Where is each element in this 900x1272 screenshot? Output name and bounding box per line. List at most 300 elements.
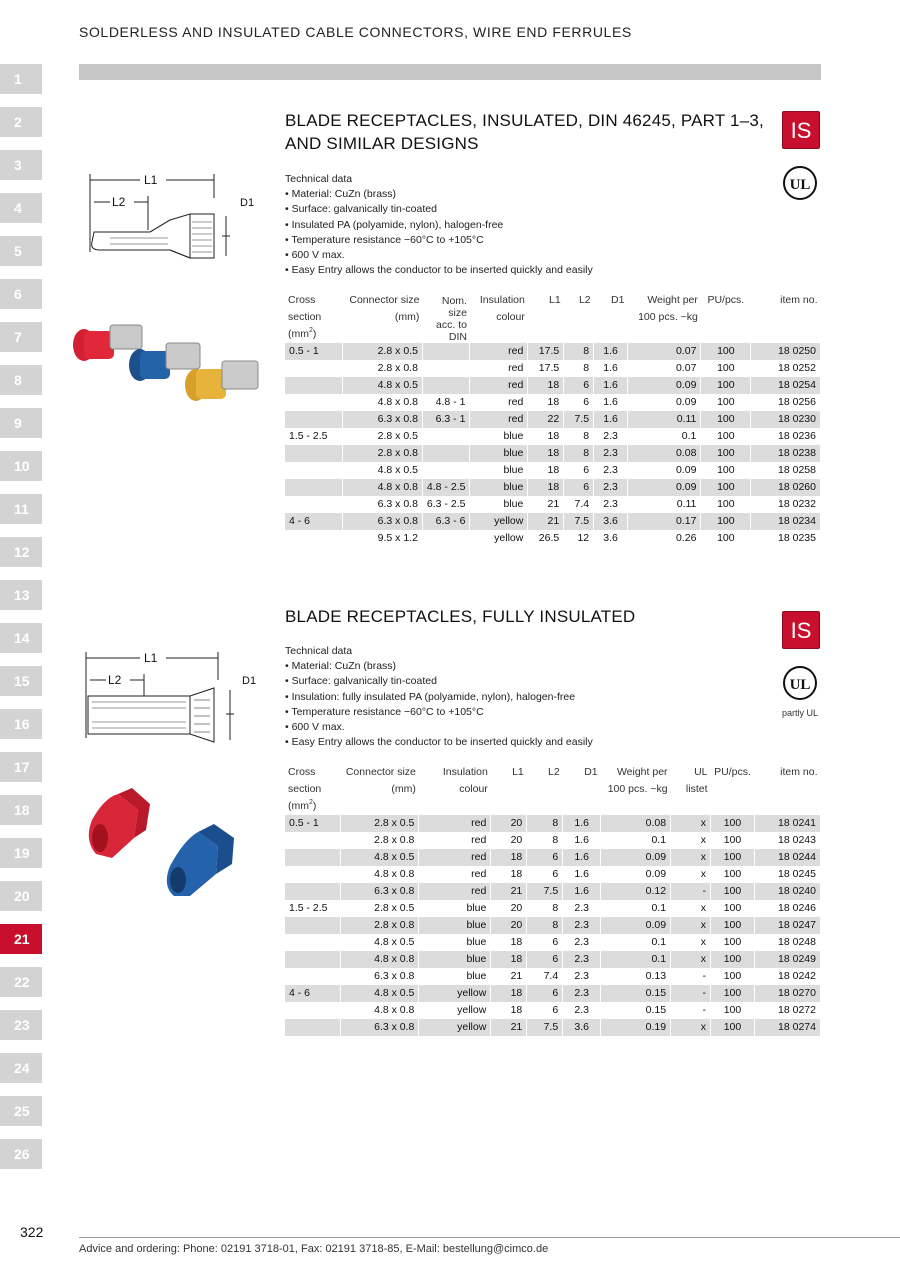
- cell-insulation-colour: blue: [470, 428, 528, 445]
- cell-pu: 100: [701, 411, 751, 428]
- cell-weight: 0.11: [627, 496, 700, 513]
- cell-d1: 2.3: [594, 479, 628, 496]
- table-row: [285, 951, 821, 968]
- cell-l1: 20: [491, 815, 527, 832]
- cell-l2: 7.5: [527, 1019, 563, 1036]
- col-insulation-colour: [470, 292, 528, 343]
- cell-pu: 100: [701, 377, 751, 394]
- cell-l2: 12: [564, 530, 594, 547]
- cell-ul-listed: -: [671, 1002, 711, 1019]
- blue-fully-insulated-receptacle-icon: [167, 824, 234, 896]
- hdr-text: (mm: [288, 328, 309, 340]
- cell-d1: 2.3: [594, 462, 628, 479]
- cell-cross-section: [285, 360, 343, 377]
- cell-cross-section: 1.5 - 2.5: [285, 428, 343, 445]
- section2-tech-data: [285, 644, 593, 750]
- cell-item-no: 18 0238: [751, 445, 821, 462]
- table-row: [285, 985, 821, 1002]
- is-badge: IS: [782, 611, 820, 649]
- cell-insulation-colour: red: [419, 832, 491, 849]
- cell-item-no: 18 0250: [751, 343, 821, 360]
- cell-l1: 21: [528, 513, 564, 530]
- hdr-text: Weight per: [616, 766, 668, 778]
- cell-l2: 7.4: [564, 496, 594, 513]
- tech-item: • Temperature resistance −60°C to +105°C: [285, 705, 593, 720]
- cell-connector-size: 4.8 x 0.8: [343, 394, 423, 411]
- tech-item: • Easy Entry allows the conductor to be inserted quickly and easily: [285, 263, 593, 278]
- cell-l2: 6: [564, 479, 594, 496]
- hdr-text: Cross: [288, 766, 316, 778]
- cell-l1: 26.5: [528, 530, 564, 547]
- cell-l2: 6: [527, 1002, 563, 1019]
- hdr-text: Weight per: [647, 294, 698, 306]
- cell-ul-listed: x: [671, 951, 711, 968]
- cell-l2: 8: [527, 832, 563, 849]
- cell-cross-section: [285, 832, 341, 849]
- cell-connector-size: 6.3 x 0.8: [343, 411, 423, 428]
- cell-pu: 100: [711, 968, 755, 985]
- cell-ul-listed: -: [671, 883, 711, 900]
- footer-divider: [79, 1237, 900, 1238]
- cell-pu: 100: [711, 866, 755, 883]
- cell-l2: 8: [527, 900, 563, 917]
- table-row: [285, 815, 821, 832]
- cell-d1: 1.6: [594, 360, 628, 377]
- cell-ul-listed: x: [671, 917, 711, 934]
- ul-logo-icon: [782, 665, 818, 701]
- hdr-text: Cross: [288, 294, 316, 306]
- cell-cross-section: [285, 951, 341, 968]
- tech-list: [285, 187, 593, 278]
- chapter-tab-8[interactable]: 8: [0, 365, 42, 395]
- cell-insulation-colour: blue: [470, 479, 528, 496]
- cell-cross-section: [285, 1002, 341, 1019]
- hdr-text: (mm): [394, 311, 420, 323]
- header-bar: [79, 64, 821, 80]
- cell-weight: 0.1: [601, 951, 671, 968]
- cell-nom-size: [422, 428, 470, 445]
- cell-connector-size: 2.8 x 0.5: [341, 900, 419, 917]
- cell-connector-size: 6.3 x 0.8: [341, 968, 419, 985]
- cell-d1: 2.3: [563, 985, 601, 1002]
- cell-cross-section: [285, 462, 343, 479]
- cell-weight: 0.1: [627, 428, 700, 445]
- chapter-tab-11[interactable]: 11: [0, 494, 42, 524]
- cell-l2: 8: [564, 343, 594, 360]
- table-row: [285, 343, 821, 360]
- cell-d1: 1.6: [563, 849, 601, 866]
- col-l1: L1: [512, 766, 524, 778]
- cell-l1: 21: [491, 1019, 527, 1036]
- cell-pu: 100: [711, 985, 755, 1002]
- section2-spec-table: [285, 764, 821, 1036]
- cell-connector-size: 4.8 x 0.8: [341, 866, 419, 883]
- cell-d1: 2.3: [594, 428, 628, 445]
- chapter-tab-25[interactable]: 25: [0, 1096, 42, 1126]
- cell-connector-size: 2.8 x 0.8: [343, 445, 423, 462]
- cell-cross-section: [285, 866, 341, 883]
- cell-d1: 2.3: [594, 445, 628, 462]
- table-row: [285, 1019, 821, 1036]
- cell-ul-listed: -: [671, 968, 711, 985]
- col-cross-section: [285, 292, 343, 343]
- cell-ul-listed: -: [671, 985, 711, 1002]
- cell-item-no: 18 0244: [754, 849, 820, 866]
- cell-nom-size: [422, 377, 470, 394]
- cell-insulation-colour: red: [419, 815, 491, 832]
- col-d1: D1: [611, 294, 625, 306]
- cell-l2: 6: [564, 394, 594, 411]
- cell-insulation-colour: blue: [470, 445, 528, 462]
- cell-insulation-colour: blue: [470, 496, 528, 513]
- section1-dimension-drawing: [80, 170, 260, 265]
- cell-l2: 8: [527, 917, 563, 934]
- col-ul-listed: [671, 764, 711, 815]
- cell-cross-section: [285, 394, 343, 411]
- cell-item-no: 18 0254: [751, 377, 821, 394]
- cell-weight: 0.09: [601, 849, 671, 866]
- cell-item-no: 18 0247: [754, 917, 820, 934]
- tech-list: [285, 659, 593, 750]
- cell-nom-size: 6.3 - 6: [422, 513, 470, 530]
- table-row: [285, 428, 821, 445]
- hdr-text: DIN: [448, 331, 467, 343]
- cell-pu: 100: [711, 815, 755, 832]
- chapter-tab-14[interactable]: 14: [0, 623, 42, 653]
- cell-l1: 18: [491, 934, 527, 951]
- table-row: [285, 394, 821, 411]
- cell-item-no: 18 0270: [754, 985, 820, 1002]
- footer-contact: Advice and ordering: Phone: 02191 3718-01, Fax: 02191 3718-85, E-Mail: bestellung@cimco.de: [79, 1243, 549, 1255]
- cell-l1: 18: [528, 428, 564, 445]
- chapter-tab-5[interactable]: 5: [0, 236, 42, 266]
- cell-item-no: 18 0243: [754, 832, 820, 849]
- table-row: [285, 900, 821, 917]
- cell-item-no: 18 0272: [754, 1002, 820, 1019]
- cell-connector-size: 4.8 x 0.8: [341, 951, 419, 968]
- cell-weight: 0.26: [627, 530, 700, 547]
- cell-pu: 100: [711, 1002, 755, 1019]
- col-l1: L1: [549, 294, 561, 306]
- hdr-text: Nom.: [441, 295, 467, 307]
- cell-weight: 0.08: [627, 445, 700, 462]
- chapter-tab-21[interactable]: 21: [0, 924, 42, 954]
- table-row: [285, 479, 821, 496]
- section1-title-line1: BLADE RECEPTACLES, INSULATED, DIN 46245, PART 1–3,: [285, 111, 764, 130]
- cell-pu: 100: [711, 849, 755, 866]
- cell-l1: 18: [528, 445, 564, 462]
- cell-d1: 1.6: [563, 815, 601, 832]
- cell-insulation-colour: blue: [419, 917, 491, 934]
- chapter-tab-2[interactable]: 2: [0, 107, 42, 137]
- cell-l2: 8: [564, 360, 594, 377]
- table-row: [285, 445, 821, 462]
- cell-cross-section: [285, 530, 343, 547]
- chapter-tab-15[interactable]: 15: [0, 666, 42, 696]
- cell-connector-size: 6.3 x 0.8: [341, 883, 419, 900]
- cell-connector-size: 4.8 x 0.5: [341, 849, 419, 866]
- cell-d1: 2.3: [563, 917, 601, 934]
- col-pu: PU/pcs.: [707, 294, 745, 306]
- cell-connector-size: 6.3 x 0.8: [341, 1019, 419, 1036]
- chapter-tab-17[interactable]: 17: [0, 752, 42, 782]
- cell-connector-size: 2.8 x 0.5: [341, 815, 419, 832]
- cell-l2: 7.5: [564, 411, 594, 428]
- cell-item-no: 18 0274: [754, 1019, 820, 1036]
- cell-nom-size: [422, 445, 470, 462]
- hdr-text: Insulation: [479, 294, 525, 306]
- cell-d1: 1.6: [563, 883, 601, 900]
- section2-title: BLADE RECEPTACLES, FULLY INSULATED: [285, 607, 636, 626]
- cell-weight: 0.19: [601, 1019, 671, 1036]
- dim-d1-label: D1: [240, 197, 255, 209]
- ul-logo-text: UL: [789, 177, 811, 193]
- cell-insulation-colour: yellow: [419, 1019, 491, 1036]
- cell-weight: 0.11: [627, 411, 700, 428]
- cell-d1: 1.6: [594, 343, 628, 360]
- cell-connector-size: 2.8 x 0.5: [343, 343, 423, 360]
- chapter-tabs: [0, 64, 42, 1182]
- tech-item: • Temperature resistance −60°C to +105°C: [285, 233, 593, 248]
- table-header-row: [285, 764, 821, 815]
- cell-pu: 100: [711, 951, 755, 968]
- hdr-text: listet: [685, 783, 708, 795]
- tech-heading: Technical data: [285, 173, 353, 185]
- cell-l1: 20: [491, 900, 527, 917]
- cell-ul-listed: x: [671, 900, 711, 917]
- cell-pu: 100: [701, 394, 751, 411]
- cell-weight: 0.15: [601, 985, 671, 1002]
- cell-nom-size: 6.3 - 1: [422, 411, 470, 428]
- cell-item-no: 18 0260: [751, 479, 821, 496]
- col-pu: PU/pcs.: [714, 766, 751, 778]
- cell-insulation-colour: blue: [419, 900, 491, 917]
- cell-pu: 100: [701, 530, 751, 547]
- table-row: [285, 917, 821, 934]
- table-header-row: [285, 292, 821, 343]
- cell-nom-size: 6.3 - 2.5: [422, 496, 470, 513]
- cell-cross-section: [285, 445, 343, 462]
- section1-spec-table: [285, 292, 821, 547]
- cell-ul-listed: x: [671, 815, 711, 832]
- page-header-title: SOLDERLESS AND INSULATED CABLE CONNECTORS, WIRE END FERRULES: [79, 24, 632, 40]
- chapter-tab-19[interactable]: 19: [0, 838, 42, 868]
- table-row: [285, 530, 821, 547]
- tech-item: • Easy Entry allows the conductor to be inserted quickly and easily: [285, 735, 593, 750]
- page-number: 322: [20, 1224, 44, 1240]
- hdr-text: section: [288, 311, 322, 323]
- cell-connector-size: 4.8 x 0.8: [341, 1002, 419, 1019]
- cell-insulation-colour: yellow: [470, 530, 528, 547]
- cell-d1: 1.6: [594, 411, 628, 428]
- cell-item-no: 18 0249: [754, 951, 820, 968]
- cell-ul-listed: x: [671, 1019, 711, 1036]
- ul-logo-text: UL: [789, 677, 811, 693]
- cell-pu: 100: [701, 513, 751, 530]
- cell-pu: 100: [711, 1019, 755, 1036]
- cell-cross-section: 4 - 6: [285, 513, 343, 530]
- tech-item: • Surface: galvanically tin-coated: [285, 202, 593, 217]
- cell-l1: 18: [491, 951, 527, 968]
- cell-insulation-colour: red: [419, 849, 491, 866]
- cell-item-no: 18 0240: [754, 883, 820, 900]
- cell-insulation-colour: blue: [419, 934, 491, 951]
- cell-l2: 8: [564, 428, 594, 445]
- cell-connector-size: 6.3 x 0.8: [343, 513, 423, 530]
- section1-title-line2: AND SIMILAR DESIGNS: [285, 134, 479, 153]
- col-l2: L2: [548, 766, 560, 778]
- cell-pu: 100: [711, 917, 755, 934]
- cell-l2: 6: [527, 934, 563, 951]
- cell-weight: 0.1: [601, 832, 671, 849]
- cell-l1: 20: [491, 832, 527, 849]
- chapter-tab-16[interactable]: 16: [0, 709, 42, 739]
- col-connector-size: [343, 292, 423, 343]
- cell-d1: 3.6: [594, 513, 628, 530]
- cell-connector-size: 4.8 x 0.8: [343, 479, 423, 496]
- cell-nom-size: [422, 530, 470, 547]
- cell-ul-listed: x: [671, 849, 711, 866]
- chapter-tab-6[interactable]: 6: [0, 279, 42, 309]
- cell-pu: 100: [711, 883, 755, 900]
- cell-insulation-colour: yellow: [419, 985, 491, 1002]
- cell-insulation-colour: yellow: [470, 513, 528, 530]
- cell-cross-section: 0.5 - 1: [285, 343, 343, 360]
- cell-cross-section: 0.5 - 1: [285, 815, 341, 832]
- cell-pu: 100: [701, 343, 751, 360]
- red-fully-insulated-receptacle-icon: [89, 788, 150, 858]
- cell-l2: 8: [527, 815, 563, 832]
- chapter-tab-7[interactable]: 7: [0, 322, 42, 352]
- cell-d1: 2.3: [594, 496, 628, 513]
- cell-item-no: 18 0234: [751, 513, 821, 530]
- chapter-tab-24[interactable]: 24: [0, 1053, 42, 1083]
- cell-cross-section: [285, 411, 343, 428]
- table-row: [285, 934, 821, 951]
- cell-cross-section: [285, 934, 341, 951]
- cell-item-no: 18 0230: [751, 411, 821, 428]
- cell-insulation-colour: red: [470, 343, 528, 360]
- cell-cross-section: 4 - 6: [285, 985, 341, 1002]
- cell-pu: 100: [701, 496, 751, 513]
- cell-weight: 0.09: [627, 479, 700, 496]
- cell-d1: 2.3: [563, 1002, 601, 1019]
- cell-insulation-colour: blue: [419, 968, 491, 985]
- table-row: [285, 496, 821, 513]
- cell-insulation-colour: red: [470, 411, 528, 428]
- hdr-text: ): [312, 328, 317, 340]
- table-row: [285, 883, 821, 900]
- table-row: [285, 462, 821, 479]
- cell-l1: 18: [528, 377, 564, 394]
- col-weight: [627, 292, 700, 343]
- table-row: [285, 866, 821, 883]
- cell-l2: 6: [564, 462, 594, 479]
- cell-nom-size: [422, 360, 470, 377]
- chapter-tab-4[interactable]: 4: [0, 193, 42, 223]
- cell-l2: 6: [527, 849, 563, 866]
- col-d1: D1: [584, 766, 598, 778]
- cell-l2: 6: [527, 866, 563, 883]
- chapter-tab-26[interactable]: 26: [0, 1139, 42, 1169]
- col-weight: [601, 764, 671, 815]
- section1-product-image: [66, 305, 266, 405]
- cell-connector-size: 9.5 x 1.2: [343, 530, 423, 547]
- chapter-tab-23[interactable]: 23: [0, 1010, 42, 1040]
- cell-weight: 0.1: [601, 934, 671, 951]
- cell-weight: 0.07: [627, 360, 700, 377]
- section1-tech-data: [285, 172, 593, 278]
- chapter-tab-3[interactable]: 3: [0, 150, 42, 180]
- cell-cross-section: [285, 917, 341, 934]
- cell-insulation-colour: yellow: [419, 1002, 491, 1019]
- hdr-text: Connector size: [345, 766, 416, 778]
- cell-connector-size: 4.8 x 0.5: [341, 985, 419, 1002]
- table-row: [285, 377, 821, 394]
- hdr-text: UL: [694, 766, 708, 778]
- cell-l1: 18: [528, 394, 564, 411]
- dim-l2-label: L2: [108, 673, 122, 687]
- tech-item: • 600 V max.: [285, 720, 593, 735]
- cell-d1: 3.6: [594, 530, 628, 547]
- cell-l1: 18: [491, 866, 527, 883]
- chapter-tab-20[interactable]: 20: [0, 881, 42, 911]
- chapter-tab-12[interactable]: 12: [0, 537, 42, 567]
- cell-l1: 21: [491, 968, 527, 985]
- chapter-tab-22[interactable]: 22: [0, 967, 42, 997]
- hdr-text: Connector size: [349, 294, 420, 306]
- cell-l2: 6: [527, 951, 563, 968]
- cell-connector-size: 2.8 x 0.5: [343, 428, 423, 445]
- col-l2: L2: [578, 294, 591, 306]
- cell-weight: 0.09: [627, 377, 700, 394]
- tech-item: • Material: CuZn (brass): [285, 659, 593, 674]
- tech-item: • Insulated PA (polyamide, nylon), halogen-free: [285, 218, 593, 233]
- chapter-tab-9[interactable]: 9: [0, 408, 42, 438]
- cell-cross-section: [285, 479, 343, 496]
- cell-weight: 0.09: [627, 394, 700, 411]
- cell-ul-listed: x: [671, 934, 711, 951]
- cell-weight: 0.07: [627, 343, 700, 360]
- cell-nom-size: 4.8 - 2.5: [422, 479, 470, 496]
- hdr-text: (mm): [391, 783, 416, 795]
- cell-ul-listed: x: [671, 832, 711, 849]
- chapter-tab-13[interactable]: 13: [0, 580, 42, 610]
- hdr-text: colour: [496, 311, 525, 323]
- cell-connector-size: 4.8 x 0.5: [343, 377, 423, 394]
- table-row: [285, 513, 821, 530]
- cell-l1: 17.5: [528, 343, 564, 360]
- cell-weight: 0.1: [601, 900, 671, 917]
- chapter-tab-1[interactable]: 1: [0, 64, 42, 94]
- cell-l2: 7.5: [564, 513, 594, 530]
- chapter-tab-10[interactable]: 10: [0, 451, 42, 481]
- cell-d1: 1.6: [594, 377, 628, 394]
- ul-logo-icon: [782, 165, 818, 201]
- cell-pu: 100: [701, 445, 751, 462]
- col-item-no: item no.: [780, 294, 818, 306]
- cell-nom-size: 4.8 - 1: [422, 394, 470, 411]
- cell-l2: 7.4: [527, 968, 563, 985]
- cell-l1: 18: [491, 1002, 527, 1019]
- chapter-tab-18[interactable]: 18: [0, 795, 42, 825]
- cell-weight: 0.15: [601, 1002, 671, 1019]
- cell-weight: 0.12: [601, 883, 671, 900]
- cell-l1: 18: [528, 479, 564, 496]
- cell-insulation-colour: red: [419, 883, 491, 900]
- hdr-text: (mm: [288, 800, 309, 812]
- cell-item-no: 18 0258: [751, 462, 821, 479]
